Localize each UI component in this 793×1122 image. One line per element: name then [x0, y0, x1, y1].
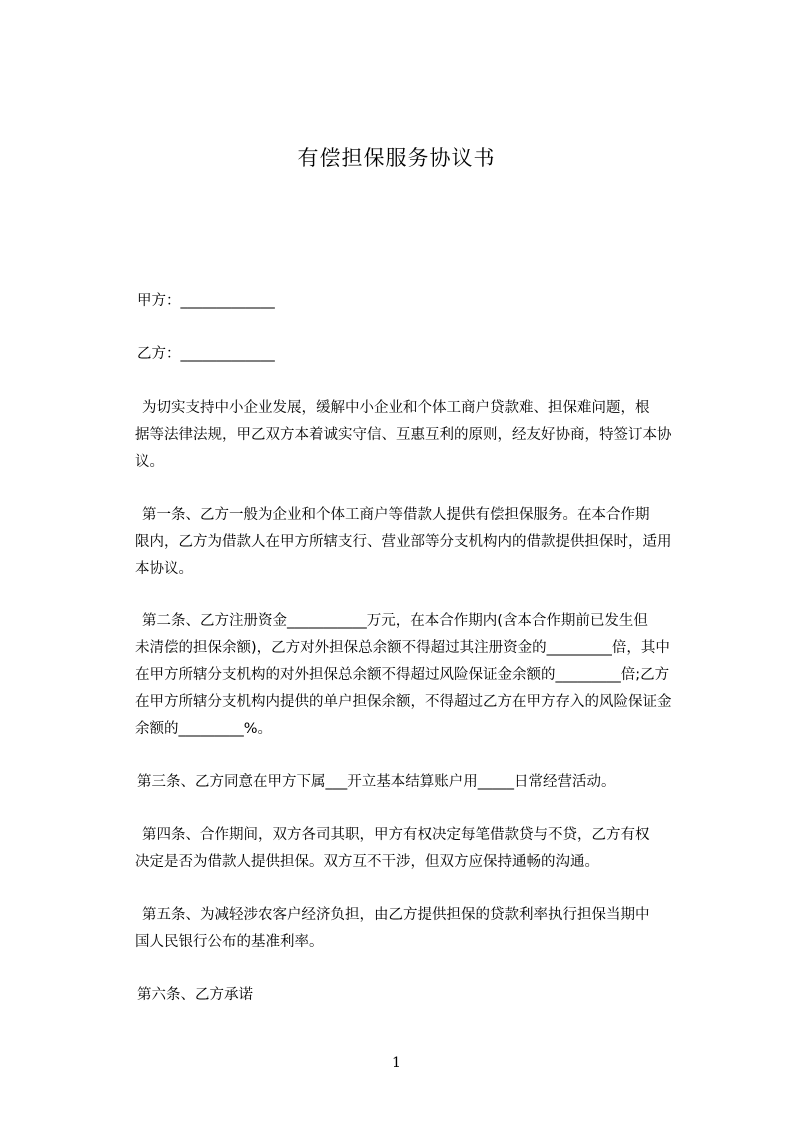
article-2-line: 余额的_________%。: [135, 721, 273, 737]
intro-line: 为切实支持中小企业发展，缓解中小企业和个体工商户贷款难、担保难问题，根: [142, 400, 650, 416]
document-title: 有偿担保服务协议书: [297, 146, 496, 170]
article-1-line: 限内，乙方为借款人在甲方所辖支行、营业部等分支机构内的借款提供担保时，适用: [135, 534, 672, 550]
article-2-line: 未清偿的担保余额)，乙方对外担保总余额不得超过其注册资金的_________倍，其中: [135, 640, 670, 656]
article-2-line: 在甲方所辖分支机构的对外担保总余额不得超过风险保证金余额的_________倍;乙方: [135, 667, 670, 683]
article-5-line: 第五条、为减轻涉农客户经济负担，由乙方提供担保的贷款利率执行担保当期中: [142, 907, 650, 923]
party-a-line: 甲方：_____________: [137, 293, 275, 309]
party-b-line: 乙方：_____________: [137, 346, 275, 362]
article-2-line: 在甲方所辖分支机构内提供的单户担保余额，不得超过乙方在甲方存入的风险保证金: [135, 694, 672, 710]
intro-line: 据等法律法规，甲乙双方本着诚实守信、互惠互利的原则，经友好协商，特签订本协: [135, 427, 672, 443]
article-3-line: 第三条、乙方同意在甲方下属___开立基本结算账户用_____日常经营活动。: [137, 774, 616, 790]
article-1-line: 本协议。: [135, 561, 193, 577]
article-1-line: 第一条、乙方一般为企业和个体工商户等借款人提供有偿担保服务。在本合作期: [142, 507, 650, 523]
article-4-line: 决定是否为借款人提供担保。双方互不干涉，但双方应保持通畅的沟通。: [135, 854, 599, 870]
page-number: 1: [392, 1055, 401, 1071]
article-5-line: 国人民银行公布的基准利率。: [135, 934, 324, 950]
article-2-line: 第二条、乙方注册资金___________万元，在本合作期内(含本合作期前已发生但: [142, 613, 648, 629]
article-6-line: 第六条、乙方承诺: [137, 987, 253, 1003]
article-4-line: 第四条、合作期间，双方各司其职，甲方有权决定每笔借款贷与不贷，乙方有权: [142, 827, 650, 843]
intro-line: 议。: [135, 454, 164, 470]
